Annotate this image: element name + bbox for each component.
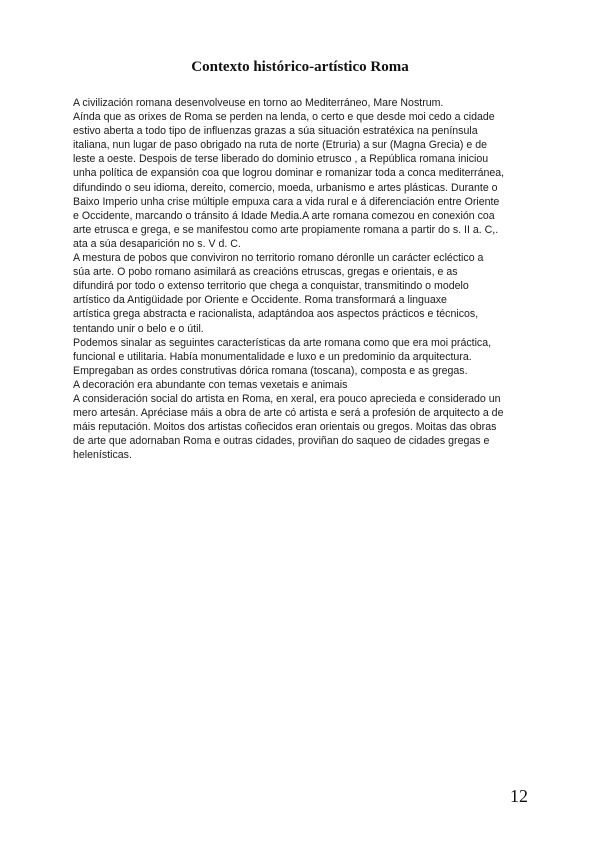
body-text [73, 96, 533, 462]
text-line: difundirá por todo o extenso territorio que chega a conquistar, transmitindo o modelo [73, 280, 469, 293]
text-line: artístico da Antigüidade por Oriente e Occidente. Roma transformará a linguaxe [73, 294, 447, 307]
text-line: A mestura de pobos que conviviron no territorio romano déronlle un carácter ecléctico a [73, 252, 484, 265]
text-line: e Occidente, marcando o tránsito á Idade Media.A arte romana comezou en conexión coa [73, 209, 495, 222]
text-line: leste a oeste. Despois de terse liberado do dominio etrusco , a República romana iniciou [73, 153, 489, 166]
text-line: mero artesán. Apréciase máis a obra de arte có artista e será a profesión de arquitecto a de [73, 407, 504, 420]
text-line: unha política de expansión coa que logrou dominar e romanizar toda a conca mediterránea, [73, 167, 505, 180]
text-line: helenísticas. [73, 449, 132, 462]
text-line: Empregaban as ordes construtivas dórica romana (toscana), composta e as gregas. [73, 364, 468, 377]
text-line: A decoración era abundante con temas vexetais e animais [73, 378, 348, 391]
page-title: Contexto histórico-artístico Roma [191, 59, 409, 75]
text-line: Podemos sinalar as seguintes características da arte romana como que era moi práctica, [73, 336, 492, 349]
text-line: A civilización romana desenvolveuse en torno ao Mediterráneo, Mare Nostrum. [73, 97, 444, 109]
text-line: de arte que adornaban Roma e outras cidades, proviñan do saqueo de cidades gregas e [73, 435, 490, 448]
text-line: máis reputación. Moitos dos artistas coñecidos eran orientais ou gregos. Moitas das obras [73, 421, 497, 434]
text-line: Aínda que as orixes de Roma se perden na lenda, o certo e que desde moi cedo a cidade [73, 111, 495, 124]
text-line: tentando unir o belo e o útil. [73, 322, 204, 335]
text-line: súa arte. O pobo romano asimilará as creacións etruscas, gregas e orientais, e as [73, 266, 458, 279]
page-number: 12 [510, 786, 528, 806]
text-line: A consideración social do artista en Roma, en xeral, era pouco aprecieda e considerado un [73, 392, 501, 405]
text-line: arte etrusca e grega, e se manifestou como arte propiamente romana a partir do s. II a. C,. [73, 223, 499, 236]
text-line: estivo aberta a todo tipo de influenzas grazas a súa situación estratéxica na península [73, 125, 478, 138]
text-line: artística grega abstracta e racionalista, adaptándoa aos aspectos prácticos e técnicos, [73, 308, 479, 321]
text-line: funcional e utilitaria. Había monumentalidade e luxo e un predominio da arquitectura. [73, 350, 472, 363]
text-line: Baixo Imperio unha crise múltiple empuxa cara a vida rural e á diferenciación entre Oriente [73, 195, 500, 208]
text-line: italiana, nun lugar de paso obrigado na ruta de norte (Etruria) a sur (Magna Grecia) e de [73, 139, 487, 152]
text-line: difundindo o seu idioma, dereito, comercio, moeda, urbanismo e artes plásticas. Durante o [73, 181, 498, 194]
text-line: ata a súa desaparición no s. V d. C. [73, 237, 241, 250]
